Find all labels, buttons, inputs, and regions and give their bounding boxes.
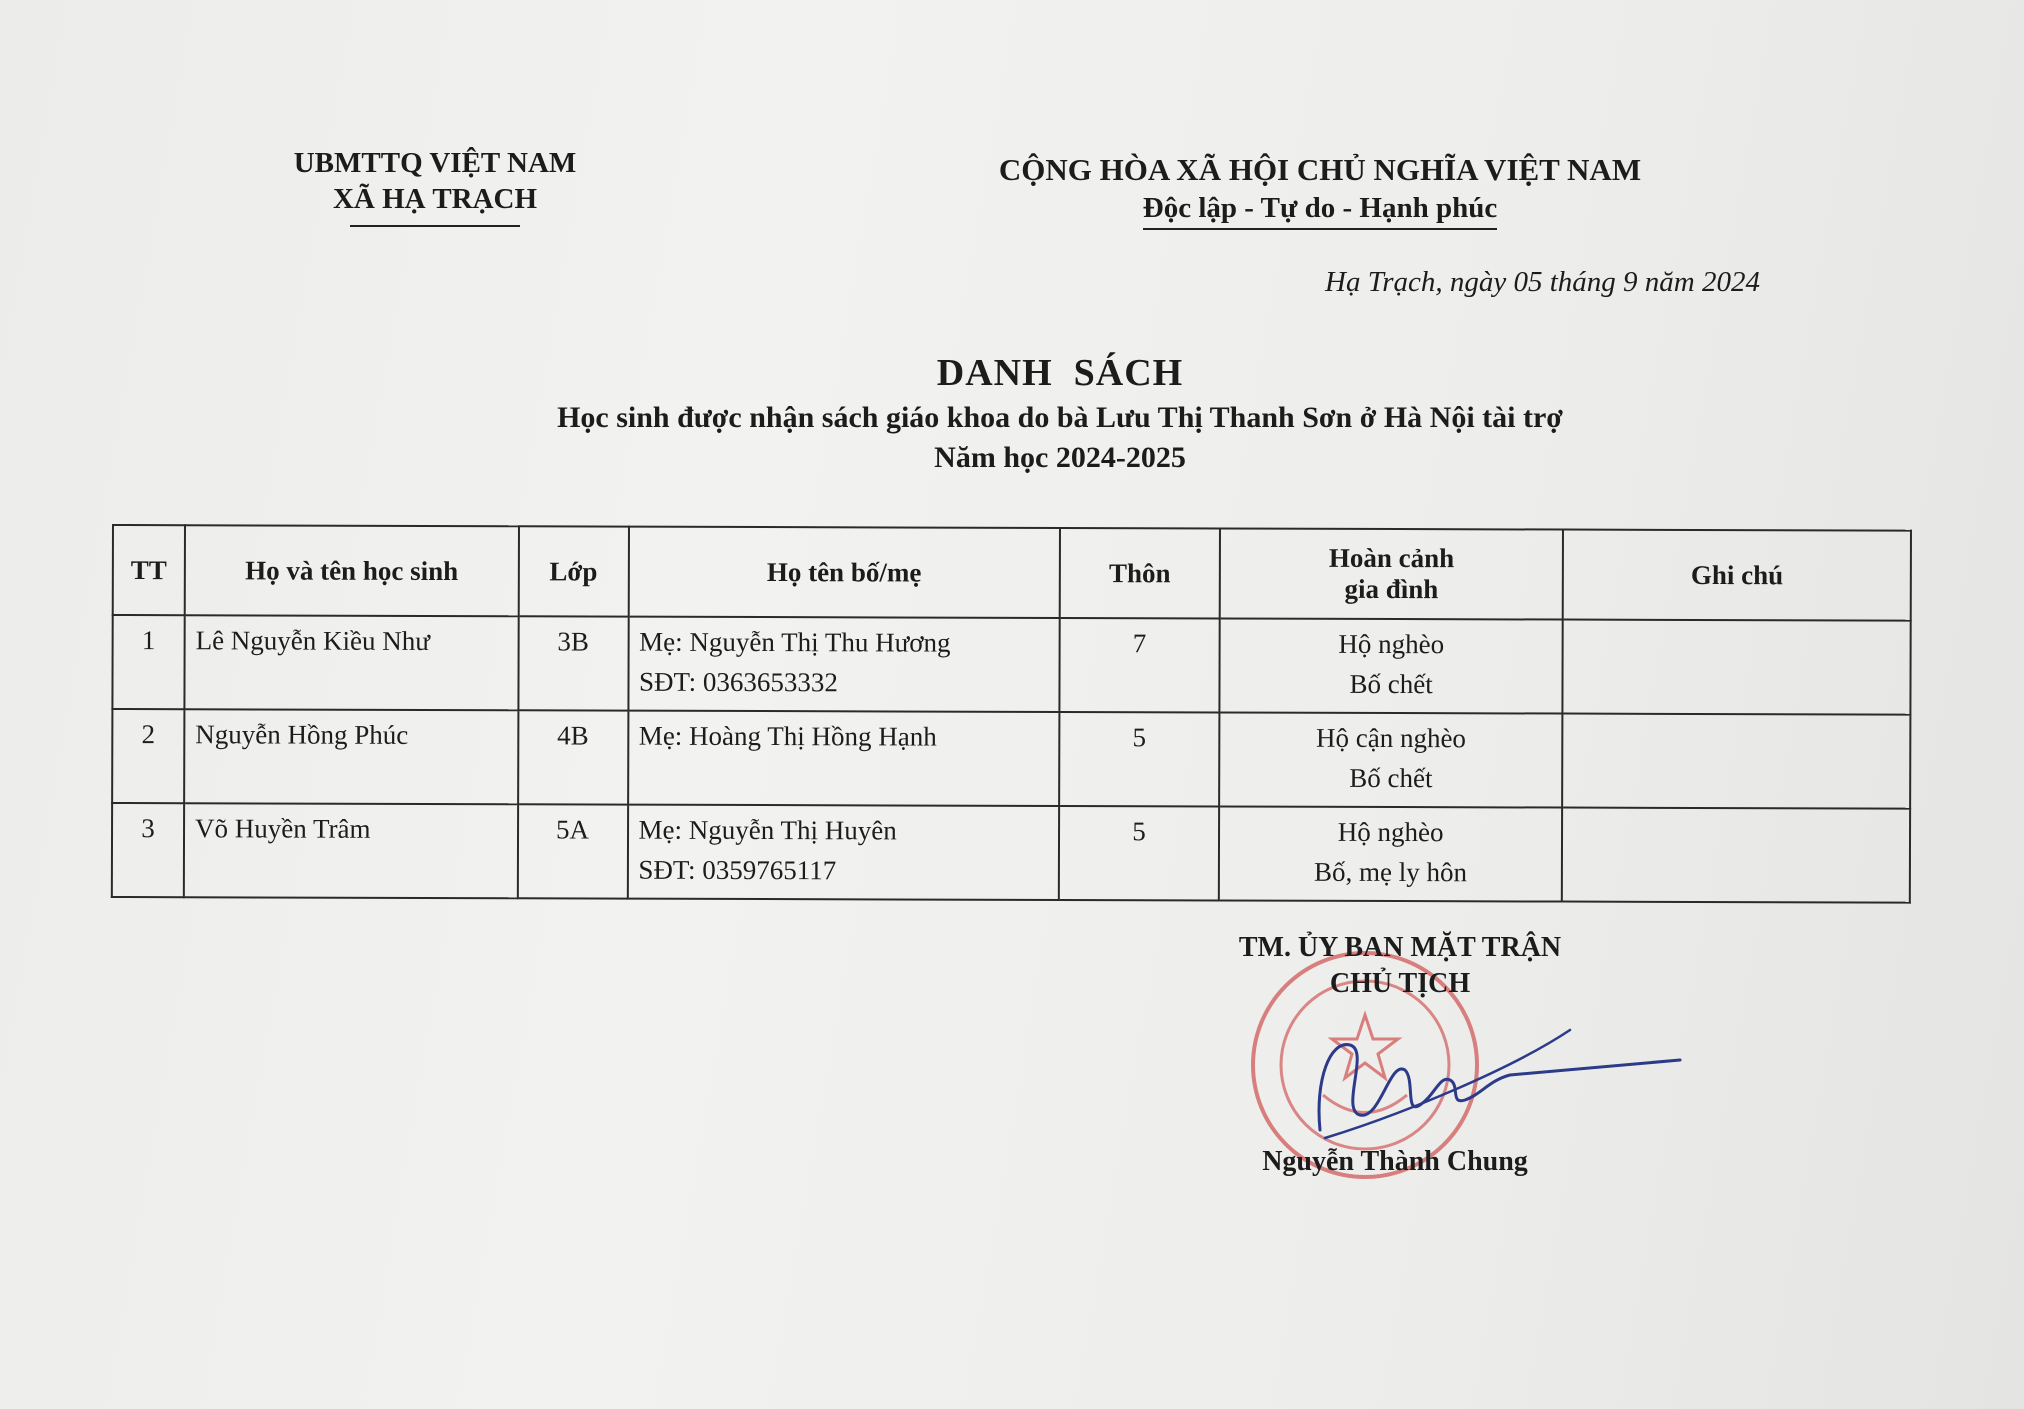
- signature-underline: [1325, 1030, 1570, 1138]
- header-class: Lớp: [518, 526, 628, 616]
- signature-block: [1200, 930, 1600, 1002]
- cell-village: 7: [1059, 618, 1219, 713]
- table-row: [112, 803, 1910, 903]
- document-title: [300, 348, 1820, 478]
- signer-name: Nguyễn Thành Chung: [1262, 1146, 1528, 1177]
- issuer-header: [250, 145, 620, 227]
- cell-parent-name: Mẹ: Nguyễn Thị Huyên: [638, 814, 897, 846]
- cell-circumstance-line1: Hộ nghèo: [1338, 628, 1445, 660]
- national-header: [990, 150, 1650, 230]
- cell-circumstance-line2: Bố chết: [1349, 762, 1433, 794]
- header-circumstance: [1220, 528, 1564, 619]
- cell-circumstance-line1: Hộ cận nghèo: [1315, 722, 1467, 754]
- header-note: Ghi chú: [1563, 530, 1911, 621]
- cell-parent-name: Mẹ: Nguyễn Thị Thu Hương: [639, 626, 951, 658]
- handwritten-signature: [1310, 1020, 1690, 1150]
- cell-parent-phone: SĐT: 0359765117: [638, 854, 837, 886]
- table-row: [112, 709, 1910, 809]
- table-header-row: [113, 525, 1911, 621]
- cell-parent-name: Mẹ: Hoàng Thị Hồng Hạnh: [638, 720, 937, 752]
- signature-title-1: TM. ỦY BAN MẶT TRẬN: [1238, 932, 1562, 963]
- date-line: Hạ Trạch, ngày 05 tháng 9 năm 2024: [1325, 266, 1760, 298]
- header-tt: TT: [113, 525, 185, 615]
- nation-title: CỘNG HÒA XÃ HỘI CHỦ NGHĨA VIỆT NAM: [998, 152, 1642, 187]
- header-village: Thôn: [1060, 528, 1220, 619]
- table-row: [112, 615, 1910, 715]
- title-year: Năm học 2024-2025: [934, 441, 1186, 474]
- cell-parent: [627, 805, 1059, 900]
- cell-name: Võ Huyền Trâm: [184, 803, 518, 898]
- cell-parent: [628, 617, 1060, 712]
- issuer-line-2: XÃ HẠ TRẠCH: [332, 183, 538, 215]
- cell-name: Lê Nguyễn Kiều Như: [184, 615, 518, 710]
- student-table: [111, 524, 1912, 904]
- signature-stroke: [1319, 1045, 1680, 1130]
- cell-note: [1563, 714, 1911, 809]
- header-circumstance-line2: gia đình: [1344, 573, 1439, 605]
- cell-circumstance-line1: Hộ nghèo: [1337, 816, 1444, 848]
- issuer-line-1: UBMTTQ VIỆT NAM: [293, 147, 577, 179]
- header-parent: Họ tên bố/mẹ: [628, 527, 1060, 618]
- cell-class: 3B: [518, 616, 628, 710]
- signature-title-2: CHỦ TỊCH: [1329, 968, 1471, 999]
- header-name: Họ và tên học sinh: [185, 525, 519, 616]
- cell-class: 4B: [518, 710, 628, 804]
- cell-parent-phone: SĐT: 0363653332: [638, 666, 838, 698]
- cell-tt: 3: [112, 803, 184, 897]
- title-subtitle: Học sinh được nhận sách giáo khoa do bà Lưu Thị Thanh Sơn ở Hà Nội tài trợ: [557, 401, 1563, 434]
- cell-name: Nguyễn Hồng Phúc: [184, 709, 518, 804]
- cell-circumstance: [1219, 806, 1563, 901]
- cell-tt: 2: [112, 709, 184, 803]
- cell-note: [1563, 620, 1911, 715]
- cell-village: 5: [1059, 712, 1219, 807]
- issuer-underline: [350, 225, 520, 227]
- cell-village: 5: [1059, 806, 1219, 901]
- cell-tt: 1: [112, 615, 184, 709]
- cell-note: [1562, 808, 1910, 903]
- cell-parent: [628, 711, 1060, 806]
- header-circumstance-line1: Hoàn cảnh: [1328, 542, 1455, 574]
- cell-circumstance: [1219, 618, 1563, 713]
- national-motto: Độc lập - Tự do - Hạnh phúc: [1143, 190, 1498, 230]
- title-main: DANH SÁCH: [936, 352, 1184, 394]
- cell-circumstance-line2: Bố chết: [1349, 668, 1433, 700]
- cell-circumstance: [1219, 712, 1563, 807]
- cell-circumstance-line2: Bố, mẹ ly hôn: [1314, 856, 1468, 888]
- cell-class: 5A: [517, 804, 627, 898]
